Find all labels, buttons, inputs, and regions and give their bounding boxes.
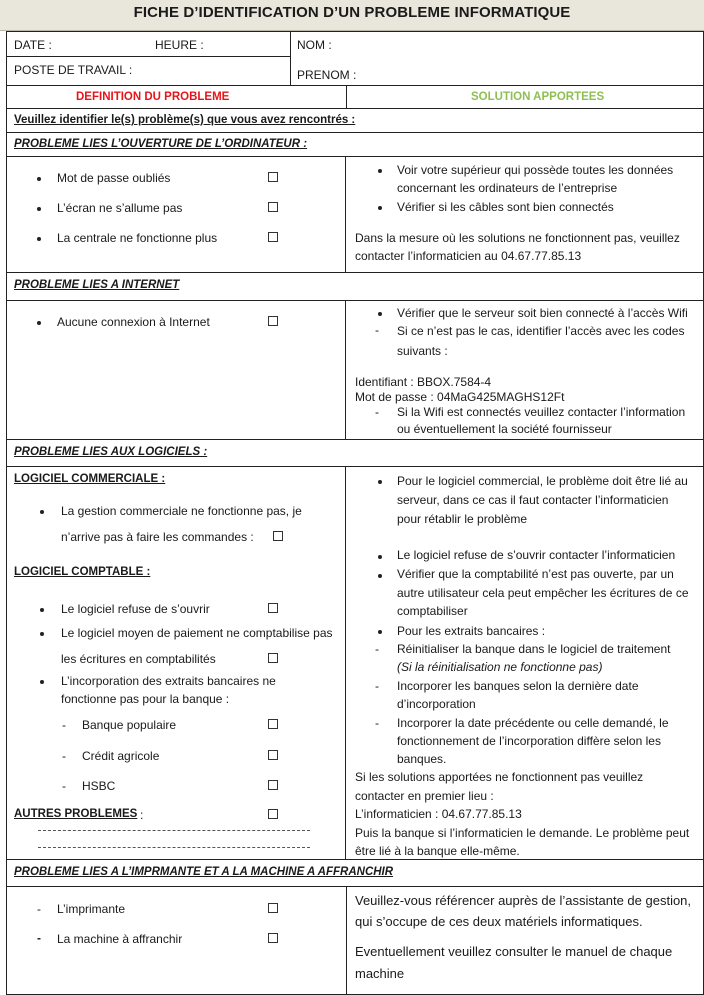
solution-text: comptabiliser (397, 604, 468, 618)
checkbox[interactable] (268, 780, 278, 790)
dash-icon: - (62, 749, 66, 763)
dash-icon: - (375, 405, 379, 419)
dash-icon: - (37, 931, 41, 945)
column-header-solution: SOLUTION APPORTEES (471, 91, 605, 103)
checkbox[interactable] (268, 202, 278, 212)
bullet-icon (40, 510, 44, 514)
checkbox[interactable] (268, 603, 278, 613)
poste-label: POSTE DE TRAVAIL : (14, 63, 133, 77)
solution-text: Eventuellement veuillez consulter le manuel de chaque (355, 944, 673, 959)
solution-text: Pour les extraits bancaires : (397, 624, 546, 638)
problem-item: les écritures en comptabilités (61, 652, 216, 666)
dash-icon: - (62, 718, 66, 732)
solution-text: d’incorporation (397, 697, 476, 711)
divider (290, 31, 291, 85)
solution-text: ou éventuellement la société fournisseur (397, 422, 612, 436)
problem-item: La centrale ne fonctionne plus (57, 231, 218, 245)
divider (6, 85, 704, 86)
dash-icon: - (375, 642, 379, 656)
problem-item: Mot de passe oubliés (57, 171, 171, 185)
solution-text: Vérifier que la comptabilité n’est pas ouverte, par un (397, 567, 674, 581)
fill-line[interactable] (38, 830, 310, 831)
solution-text: Incorporer la date précédente ou celle demandé, le (397, 716, 669, 730)
divider (346, 886, 347, 995)
bullet-icon (40, 632, 44, 636)
section-heading-logiciels: PROBLEME LIES AUX LOGICIELS : (14, 446, 208, 458)
problem-item: fonctionne pas pour la banque : (61, 692, 230, 706)
checkbox[interactable] (268, 316, 278, 326)
divider (6, 859, 704, 860)
problem-item: Le logiciel refuse de s’ouvrir (61, 602, 210, 616)
divider (6, 466, 704, 467)
bullet-icon (37, 177, 41, 181)
divider (6, 272, 704, 273)
bank-item: Banque populaire (82, 718, 177, 732)
solution-text: concernant les ordinateurs de l’entreprise (397, 181, 618, 195)
solution-text: fonctionnement de l’incorporation diffère selon les (397, 734, 661, 748)
solution-text: L’informaticien : 04.67.77.85.13 (355, 807, 522, 821)
solution-note: (Si la réinitialisation ne fonctionne pas) (397, 660, 603, 674)
dash-icon: - (375, 323, 379, 337)
bullet-icon (37, 321, 41, 325)
solution-text: Le logiciel refuse de s’ouvrir contacter l’informaticien (397, 548, 676, 562)
problem-item: La machine à affranchir (57, 932, 183, 946)
solution-text: Puis la banque si l’informaticien le demande. Le problème peut (355, 826, 690, 840)
divider (6, 300, 704, 301)
form-title: FICHE D’IDENTIFICATION D’UN PROBLEME INFORMATIQUE (0, 0, 704, 31)
solution-text: Dans la mesure où les solutions ne fonctionnent pas, veuillez (355, 231, 680, 245)
solution-text: autre utilisateur cela peut empêcher les écritures de ce (397, 586, 689, 600)
colon-text: : (140, 808, 144, 822)
solution-text: Vérifier que le serveur soit bien connecté à l’accès Wifi (397, 306, 688, 320)
solution-text: Pour le logiciel commercial, le problème doit être lié au (397, 474, 688, 488)
bank-item: HSBC (82, 779, 116, 793)
solution-text: contacter l’informaticien au 04.67.77.85.13 (355, 249, 582, 263)
dash-icon: - (375, 679, 379, 693)
checkbox[interactable] (273, 531, 283, 541)
solution-text: Réinitialiser la banque dans le logiciel de traitement (397, 642, 671, 656)
nom-label: NOM : (297, 38, 332, 52)
heure-label: HEURE : (155, 38, 204, 52)
divider (6, 56, 290, 57)
bullet-icon (378, 206, 382, 210)
dash-icon: - (375, 716, 379, 730)
problem-item: Le logiciel moyen de paiement ne comptabilise pas (61, 626, 333, 640)
problem-item: L’imprimante (57, 902, 126, 916)
solution-text: suivants : (397, 344, 448, 358)
solution-text: contacter en premier lieu : (355, 789, 494, 803)
checkbox[interactable] (268, 750, 278, 760)
bullet-icon (378, 312, 382, 316)
solution-text: Veuillez-vous référencer auprès de l’assistante de gestion, (355, 893, 692, 908)
bullet-icon (37, 237, 41, 241)
bullet-icon (378, 480, 382, 484)
solution-text: pour rétablir le problème (397, 512, 528, 526)
bank-item: Crédit agricole (82, 749, 160, 763)
instruction-text: Veuillez identifier le(s) problème(s) que vous avez rencontrés : (14, 114, 356, 126)
problem-item: L’incorporation des extraits bancaires ne (61, 674, 276, 688)
checkbox[interactable] (268, 232, 278, 242)
subheading-commercial: LOGICIEL COMMERCIALE : (14, 473, 166, 485)
divider (6, 156, 704, 157)
divider (6, 108, 704, 109)
date-label: DATE : (14, 38, 52, 52)
fill-line[interactable] (38, 847, 310, 848)
solution-text: qui s’occupe de ces deux matériels informatiques. (355, 914, 643, 929)
problem-item: Aucune connexion à Internet (57, 315, 210, 329)
bullet-icon (378, 574, 382, 578)
solution-text: Si les solutions apportées ne fonctionnent pas veuillez (355, 770, 644, 784)
bullet-icon (378, 555, 382, 559)
section-heading-internet: PROBLEME LIES A INTERNET (14, 279, 180, 291)
wifi-password: Mot de passe : 04MaG425MAGHS12Ft (355, 390, 565, 404)
subheading-comptable: LOGICIEL COMPTABLE : (14, 566, 151, 578)
wifi-identifiant: Identifiant : BBOX.7584-4 (355, 375, 492, 389)
bullet-icon (378, 169, 382, 173)
solution-text: Si ce n’est pas le cas, identifier l’accès avec les codes (397, 324, 685, 338)
solution-text: banques. (397, 752, 447, 766)
solution-text: machine (355, 966, 405, 981)
divider (345, 466, 346, 859)
divider (6, 439, 704, 440)
solution-text: Voir votre supérieur qui possède toutes les données (397, 163, 674, 177)
dash-icon: - (37, 902, 41, 916)
subheading-autres: AUTRES PROBLEMES (14, 808, 138, 820)
checkbox[interactable] (268, 172, 278, 182)
checkbox[interactable] (268, 903, 278, 913)
problem-item: L’écran ne s’allume pas (57, 201, 183, 215)
divider (345, 156, 346, 272)
bullet-icon (378, 630, 382, 634)
solution-text: Si la Wifi est connectés veuillez contacter l’information (397, 405, 686, 419)
prenom-label: PRENOM : (297, 68, 357, 82)
solution-text: être lié à la banque elle-même. (355, 844, 520, 858)
divider (346, 85, 347, 108)
bullet-icon (40, 680, 44, 684)
checkbox[interactable] (268, 719, 278, 729)
bullet-icon (40, 608, 44, 612)
solution-text: Vérifier si les câbles sont bien connectés (397, 200, 614, 214)
divider (345, 300, 346, 439)
solution-text: serveur, dans ce cas il faut contacter l’informaticien (397, 493, 669, 507)
solution-text: Incorporer les banques selon la dernière date (397, 679, 639, 693)
problem-item: n’arrive pas à faire les commandes : (61, 530, 254, 544)
column-header-definition: DEFINITION DU PROBLEME (76, 91, 230, 103)
checkbox[interactable] (268, 809, 278, 819)
divider (6, 886, 704, 887)
checkbox[interactable] (268, 933, 278, 943)
dash-icon: - (62, 779, 66, 793)
section-heading-ouverture: PROBLEME LIES L’OUVERTURE DE L’ORDINATEUR : (14, 138, 308, 150)
bullet-icon (37, 207, 41, 211)
section-heading-imprimante: PROBLEME LIES A L’IMPRMANTE ET A LA MACHINE A AFFRANCHIR (14, 866, 394, 878)
divider (6, 132, 704, 133)
checkbox[interactable] (268, 653, 278, 663)
problem-item: La gestion commerciale ne fonctionne pas, je (61, 504, 302, 518)
